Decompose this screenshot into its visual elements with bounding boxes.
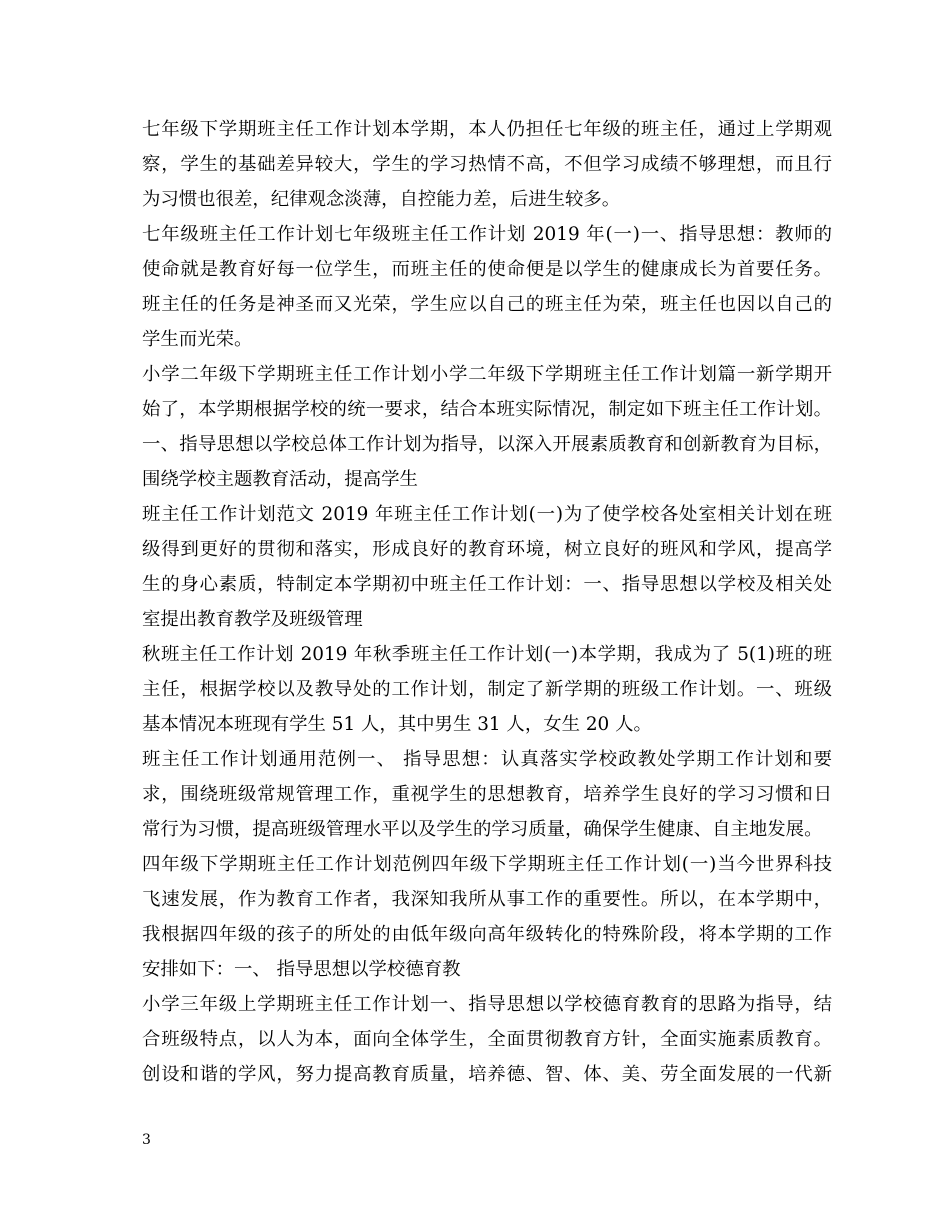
text-line: 小学二年级下学期班主任工作计划小学二年级下学期班主任工作计划篇一新学期开 (142, 364, 832, 385)
paragraph-1 (142, 112, 832, 217)
text-line: 班主任工作计划范文 2019 年班主任工作计划(一)为了使学校各处室相关计划在班 (142, 504, 832, 525)
text-line: 常行为习惯，提高班级管理水平以及学生的学习质量，确保学生健康、自主地发展。 (142, 819, 823, 840)
text-line: 室提出教育教学及班级管理 (142, 609, 363, 630)
text-line: 察，学生的基础差异较大，学生的学习热情不高，不但学习成绩不够理想，而且行 (142, 154, 832, 175)
text-line: 班主任的任务是神圣而又光荣，学生应以自己的班主任为荣，班主任也因以自己的 (142, 294, 832, 315)
text-line: 七年级班主任工作计划七年级班主任工作计划 2019 年(一)一、指导思想：教师的 (142, 224, 832, 245)
text-line: 合班级特点，以人为本，面向全体学生，全面贯彻教育方针，全面实施素质教育。 (142, 1029, 832, 1050)
text-line: 围绕学校主题教育活动，提高学生 (142, 469, 418, 490)
text-line: 班主任工作计划通用范例一、 指导思想：认真落实学校政教处学期工作计划和要 (142, 749, 832, 770)
text-line: 小学三年级上学期班主任工作计划一、指导思想以学校德育教育的思路为指导，结 (142, 994, 832, 1015)
text-line: 使命就是教育好每一位学生，而班主任的使命便是以学生的健康成长为首要任务。 (142, 259, 832, 280)
text-line: 生的身心素质，特制定本学期初中班主任工作计划：一、指导思想以学校及相关处 (142, 574, 832, 595)
paragraph-7 (142, 847, 832, 987)
paragraph-2 (142, 217, 832, 357)
paragraph-5 (142, 637, 832, 742)
text-line: 为习惯也很差，纪律观念淡薄，自控能力差，后进生较多。 (142, 189, 621, 210)
text-line: 求，围绕班级常规管理工作，重视学生的思想教育，培养学生良好的学习习惯和日 (142, 784, 832, 805)
text-line: 基本情况本班现有学生 51 人，其中男生 31 人，女生 20 人。 (142, 714, 652, 735)
document-body (142, 112, 832, 1092)
text-line: 一、指导思想以学校总体工作计划为指导，以深入开展素质教育和创新教育为目标， (142, 434, 832, 455)
text-line: 创设和谐的学风，努力提高教育质量，培养德、智、体、美、劳全面发展的一代新 (142, 1064, 832, 1085)
text-line: 秋班主任工作计划 2019 年秋季班主任工作计划(一)本学期，我成为了 5(1)班的班 (142, 644, 832, 665)
text-line: 级得到更好的贯彻和落实，形成良好的教育环境，树立良好的班风和学风，提高学 (142, 539, 832, 560)
paragraph-8 (142, 987, 832, 1092)
paragraph-6 (142, 742, 832, 847)
text-line: 我根据四年级的孩子的所处的由低年级向高年级转化的特殊阶段，将本学期的工作 (142, 924, 832, 945)
paragraph-4 (142, 497, 832, 637)
page-number: 3 (142, 1132, 151, 1148)
text-line: 主任，根据学校以及教导处的工作计划，制定了新学期的班级工作计划。一、班级 (142, 679, 832, 700)
paragraph-3 (142, 357, 832, 497)
text-line: 四年级下学期班主任工作计划范例四年级下学期班主任工作计划(一)当今世界科技 (142, 854, 832, 875)
text-line: 七年级下学期班主任工作计划本学期，本人仍担任七年级的班主任，通过上学期观 (142, 119, 832, 140)
text-line: 安排如下：一、 指导思想以学校德育教 (142, 959, 461, 980)
text-line: 学生而光荣。 (142, 329, 253, 350)
text-line: 飞速发展，作为教育工作者，我深知我所从事工作的重要性。所以，在本学期中， (142, 889, 832, 910)
text-line: 始了，本学期根据学校的统一要求，结合本班实际情况，制定如下班主任工作计划。 (142, 399, 832, 420)
